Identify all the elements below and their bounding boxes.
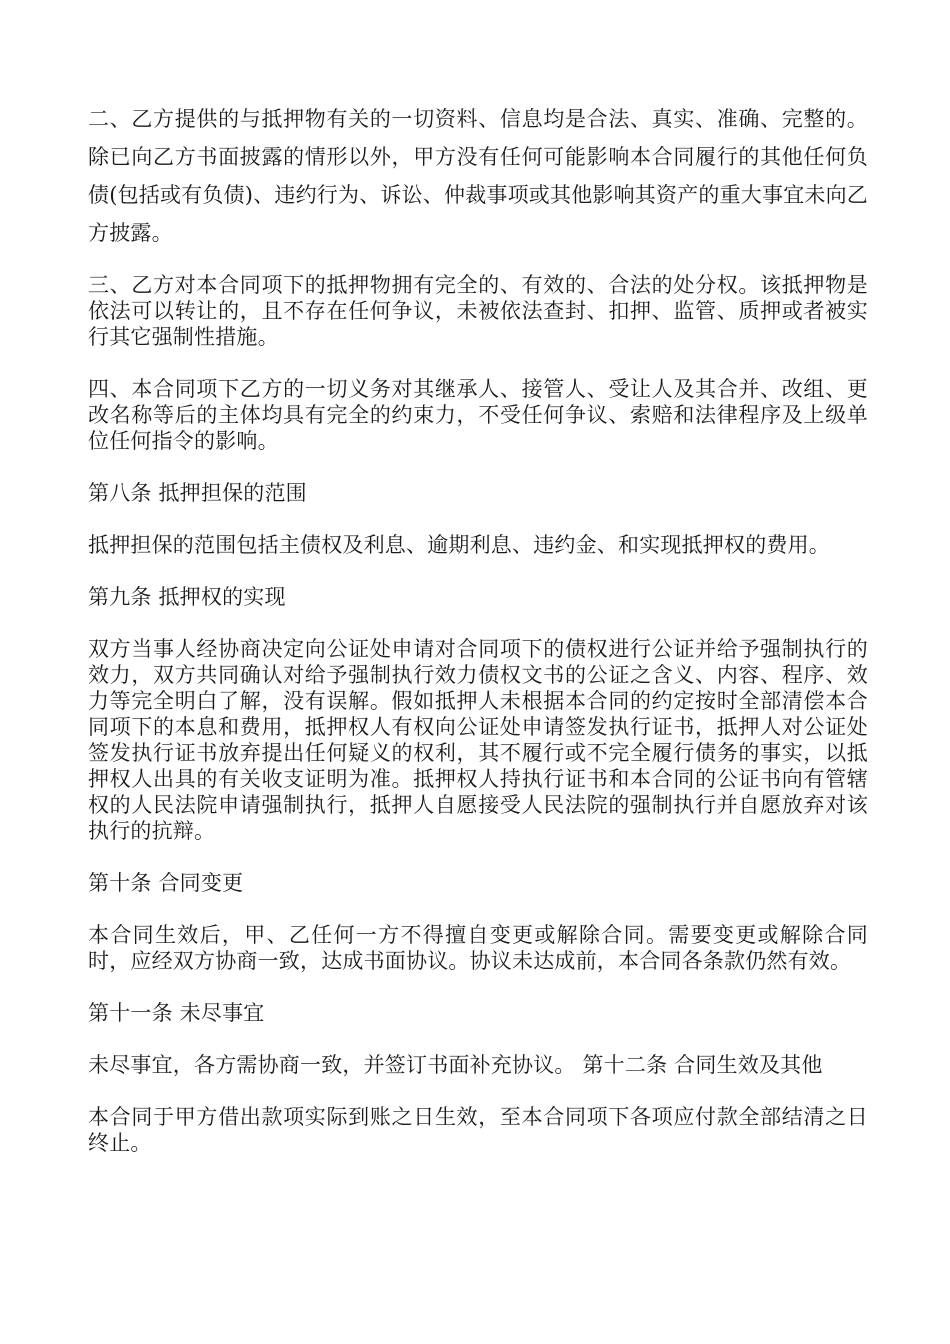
document-body xyxy=(88,100,868,1182)
article-8-heading: 第八条 抵押担保的范围 xyxy=(88,481,307,505)
clause-2-paragraph: 二、乙方提供的与抵押物有关的一切资料、信息均是合法、真实、准确、完整的。除已向乙方书面披露的情形以外，甲方没有任何可能影响本合同履行的其他任何负债(包括或有负债)、违约行为、诉讼、仲裁事项或其他影响其资产的重大事宜未向乙方披露。 xyxy=(88,107,868,245)
clause-4-paragraph: 四、本合同项下乙方的一切义务对其继承人、接管人、受让人及其合并、改组、更改名称等后的主体均具有完全的约束力，不受任何争议、索赔和法律程序及上级单位任何指令的影响。 xyxy=(88,377,868,453)
article-11-paragraph: 未尽事宜，各方需协商一致，并签订书面补充协议。 第十二条 合同生效及其他 xyxy=(88,1053,823,1077)
article-11-heading: 第十一条 未尽事宜 xyxy=(88,1001,265,1025)
article-9-heading: 第九条 抵押权的实现 xyxy=(88,585,286,609)
article-9-paragraph: 双方当事人经协商决定向公证处申请对合同项下的债权进行公证并给予强制执行的效力，双方共同确认对给予强制执行效力债权文书的公证之含义、内容、程序、效力等完全明白了解，没有误解。假如抵押人未根据本合同的约定按时全部清偿本合同项下的本息和费用，抵押权人有权向公证处申请签发执行证书，抵押人对公证处签发执行证书放弃提出任何疑义的权利，其不履行或不完全履行债务的事实，以抵押权人出具的有关收支证明为准。抵押权人持执行证书和本合同的公证书向有管辖权的人民法院申请强制执行，抵押人自愿接受人民法院的强制执行并自愿放弃对该执行的抗辩。 xyxy=(88,637,868,843)
clause-3-paragraph: 三、乙方对本合同项下的抵押物拥有完全的、有效的、合法的处分权。该抵押物是依法可以转让的，且不存在任何争议，未被依法查封、扣押、监管、质押或者被实行其它强制性措施。 xyxy=(88,273,868,349)
article-12-paragraph: 本合同于甲方借出款项实际到账之日生效，至本合同项下各项应付款全部结清之日终止。 xyxy=(88,1105,868,1155)
article-8-paragraph: 抵押担保的范围包括主债权及利息、逾期利息、违约金、和实现抵押权的费用。 xyxy=(88,533,830,557)
article-10-heading: 第十条 合同变更 xyxy=(88,871,244,895)
article-10-paragraph: 本合同生效后，甲、乙任何一方不得擅自变更或解除合同。需要变更或解除合同时，应经双方协商一致，达成书面协议。协议未达成前，本合同各条款仍然有效。 xyxy=(88,923,868,973)
